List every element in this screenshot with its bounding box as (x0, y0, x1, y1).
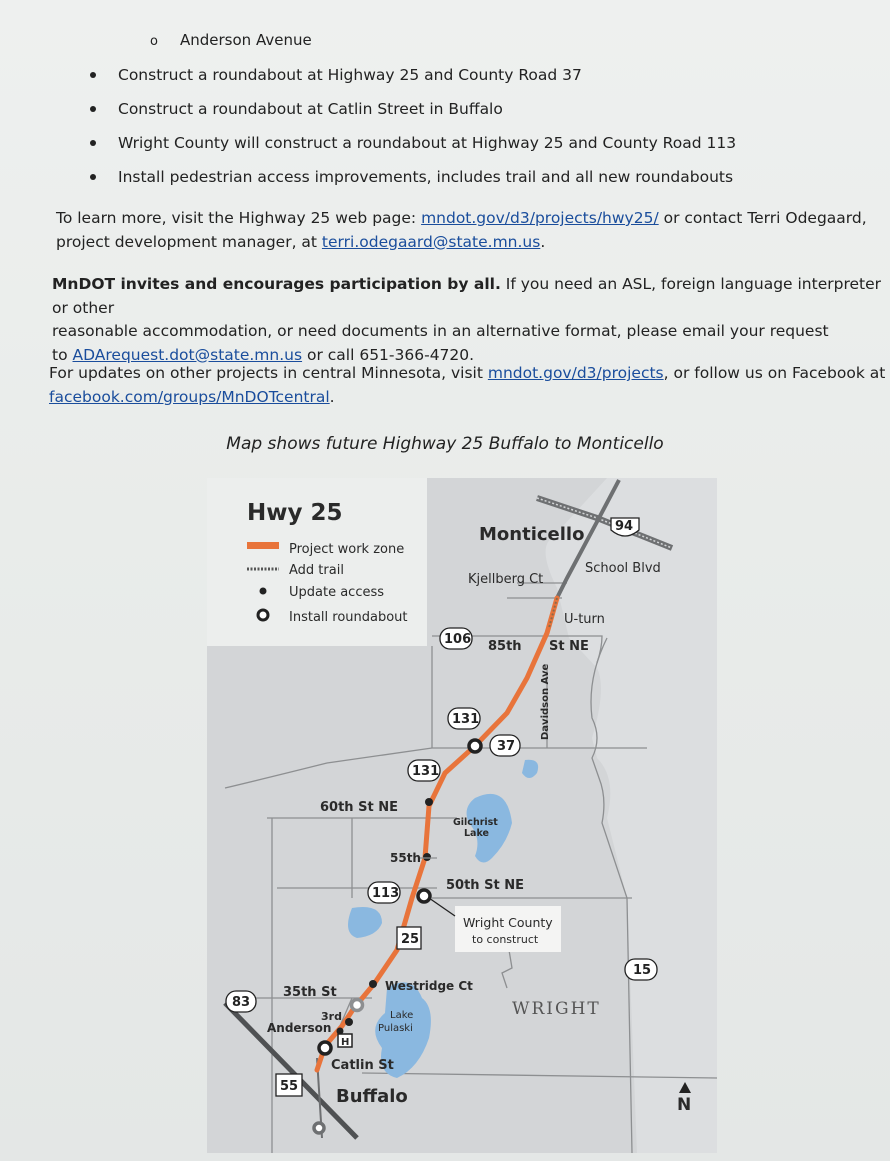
legend-work-zone-swatch (247, 542, 279, 549)
list-item (90, 64, 736, 98)
label-35th: 35th St (283, 985, 337, 1000)
label-85th: 85th (488, 639, 522, 654)
learn-more-text: project development manager, at (56, 232, 322, 251)
label-school-blvd: School Blvd (585, 561, 661, 576)
learn-more-text: To learn more, visit the Highway 25 web page: (56, 209, 422, 227)
accommodation-paragraph (52, 273, 890, 367)
shield-25 (397, 927, 421, 949)
access-point (423, 853, 431, 861)
accommodation-bold-text: MnDOT invites and encourages participation by all. (52, 275, 501, 293)
project-bullet-list (90, 64, 736, 200)
bullet-text: Construct a roundabout at Catlin Street in Buffalo (118, 100, 503, 118)
label-monticello: Monticello (479, 524, 585, 545)
legend-label: Update access (289, 585, 385, 600)
roundabout-catlin (319, 1042, 331, 1054)
shield-37-label: 37 (497, 739, 516, 754)
facebook-link[interactable]: facebook.com/groups/MnDOTcentral (49, 387, 330, 406)
label-gilchrist: Gilchrist (453, 817, 498, 828)
shield-106-label: 106 (444, 632, 472, 647)
label-davidson: Davidson Ave (540, 663, 551, 740)
list-item (90, 98, 736, 132)
shield-131a (448, 708, 480, 729)
shield-83 (226, 991, 256, 1012)
legend-title: Hwy 25 (247, 500, 343, 526)
access-point (425, 798, 433, 806)
legend-label: Add trail (289, 563, 344, 578)
accommodation-text: to (52, 345, 73, 364)
shield-83-label: 83 (232, 995, 251, 1010)
shield-131a-label: 131 (452, 712, 480, 727)
accommodation-text: reasonable accommodation, or need documents in an alternative format, please email your request (52, 322, 829, 340)
accommodation-text: or call 651-366-4720. (302, 345, 475, 364)
bullet-dot (90, 140, 96, 146)
label-gilchrist-lake: Lake (464, 828, 489, 839)
legend-access-swatch (260, 588, 267, 595)
label-lake: Lake (390, 1010, 414, 1021)
label-wright-county: Wright County (463, 915, 553, 930)
list-item (90, 132, 736, 166)
learn-more-text: . (540, 232, 546, 251)
shield-131b (408, 760, 440, 781)
label-north: N (677, 1095, 692, 1115)
map-svg (207, 478, 717, 1153)
shield-106 (440, 628, 472, 649)
sub-bullet-text: Anderson Avenue (180, 31, 312, 49)
list-item (90, 166, 736, 200)
sub-bullet-item (150, 31, 312, 49)
label-buffalo: Buffalo (336, 1086, 408, 1107)
label-catlin: Catlin St (331, 1058, 394, 1073)
shield-37 (490, 735, 520, 756)
label-60th: 60th St NE (320, 800, 398, 815)
roundabout-trail (352, 1000, 363, 1011)
legend-roundabout-swatch (258, 610, 268, 620)
shield-113-label: 113 (372, 886, 400, 901)
updates-paragraph (49, 362, 885, 409)
sub-bullet-marker: o (150, 34, 158, 49)
label-kjellberg: Kjellberg Ct (468, 572, 544, 587)
shield-i94-label: 94 (615, 519, 634, 534)
ada-email-link[interactable]: ADArequest.dot@state.mn.us (72, 345, 303, 364)
roundabout-55 (314, 1123, 324, 1133)
shield-113 (368, 882, 400, 903)
bullet-text: Construct a roundabout at Highway 25 and County Road 37 (118, 66, 582, 84)
shield-i94 (611, 518, 639, 536)
shield-15 (625, 959, 657, 980)
roundabout-37 (469, 740, 481, 752)
label-55th: 55th (390, 851, 421, 865)
bullet-dot (90, 174, 96, 180)
bullet-text: Install pedestrian access improvements, includes trail and all new roundabouts (118, 168, 734, 186)
access-point (369, 980, 377, 988)
shield-55-label: 55 (280, 1079, 299, 1094)
bullet-text: Wright County will construct a roundabout at Highway 25 and County Road 113 (118, 134, 737, 152)
highway-map (207, 478, 717, 1153)
label-westridge: Westridge Ct (385, 979, 473, 993)
hwy25-page-link[interactable]: mndot.gov/d3/projects/hwy25/ (421, 209, 659, 227)
accommodation-text: If you need an ASL, foreign language interpreter or other (52, 275, 882, 317)
learn-more-text: or contact Terri Odegaard, (658, 209, 867, 227)
shield-131b-label: 131 (412, 764, 440, 779)
label-to-construct: to construct (472, 933, 539, 946)
label-50th: 50th St NE (446, 878, 524, 893)
label-st-ne: St NE (549, 639, 589, 654)
shield-15-label: 15 (633, 963, 652, 978)
label-pulaski: Pulaski (378, 1023, 413, 1034)
shield-55 (276, 1074, 302, 1096)
label-hospital: H (341, 1037, 350, 1048)
projects-link[interactable]: mndot.gov/d3/projects (487, 364, 664, 382)
updates-text: , or follow us on Facebook at (663, 364, 886, 382)
label-uturn: U-turn (564, 612, 605, 627)
contact-email-link[interactable]: terri.odegaard@state.mn.us (321, 232, 541, 251)
roundabout-113 (418, 890, 430, 902)
learn-more-paragraph (56, 207, 867, 254)
bullet-dot (90, 72, 96, 78)
updates-text: . (329, 387, 335, 406)
label-wright: WRIGHT (512, 999, 601, 1019)
map-caption: Map shows future Highway 25 Buffalo to Monticello (226, 434, 664, 454)
label-anderson: Anderson (267, 1021, 332, 1035)
label-3rd: 3rd (321, 1010, 342, 1023)
bullet-dot (90, 106, 96, 112)
updates-text: For updates on other projects in central Minnesota, visit (49, 364, 488, 382)
shield-25-label: 25 (401, 932, 420, 947)
legend-label: Install roundabout (289, 610, 408, 625)
legend-label: Project work zone (289, 542, 405, 557)
access-point (345, 1018, 353, 1026)
